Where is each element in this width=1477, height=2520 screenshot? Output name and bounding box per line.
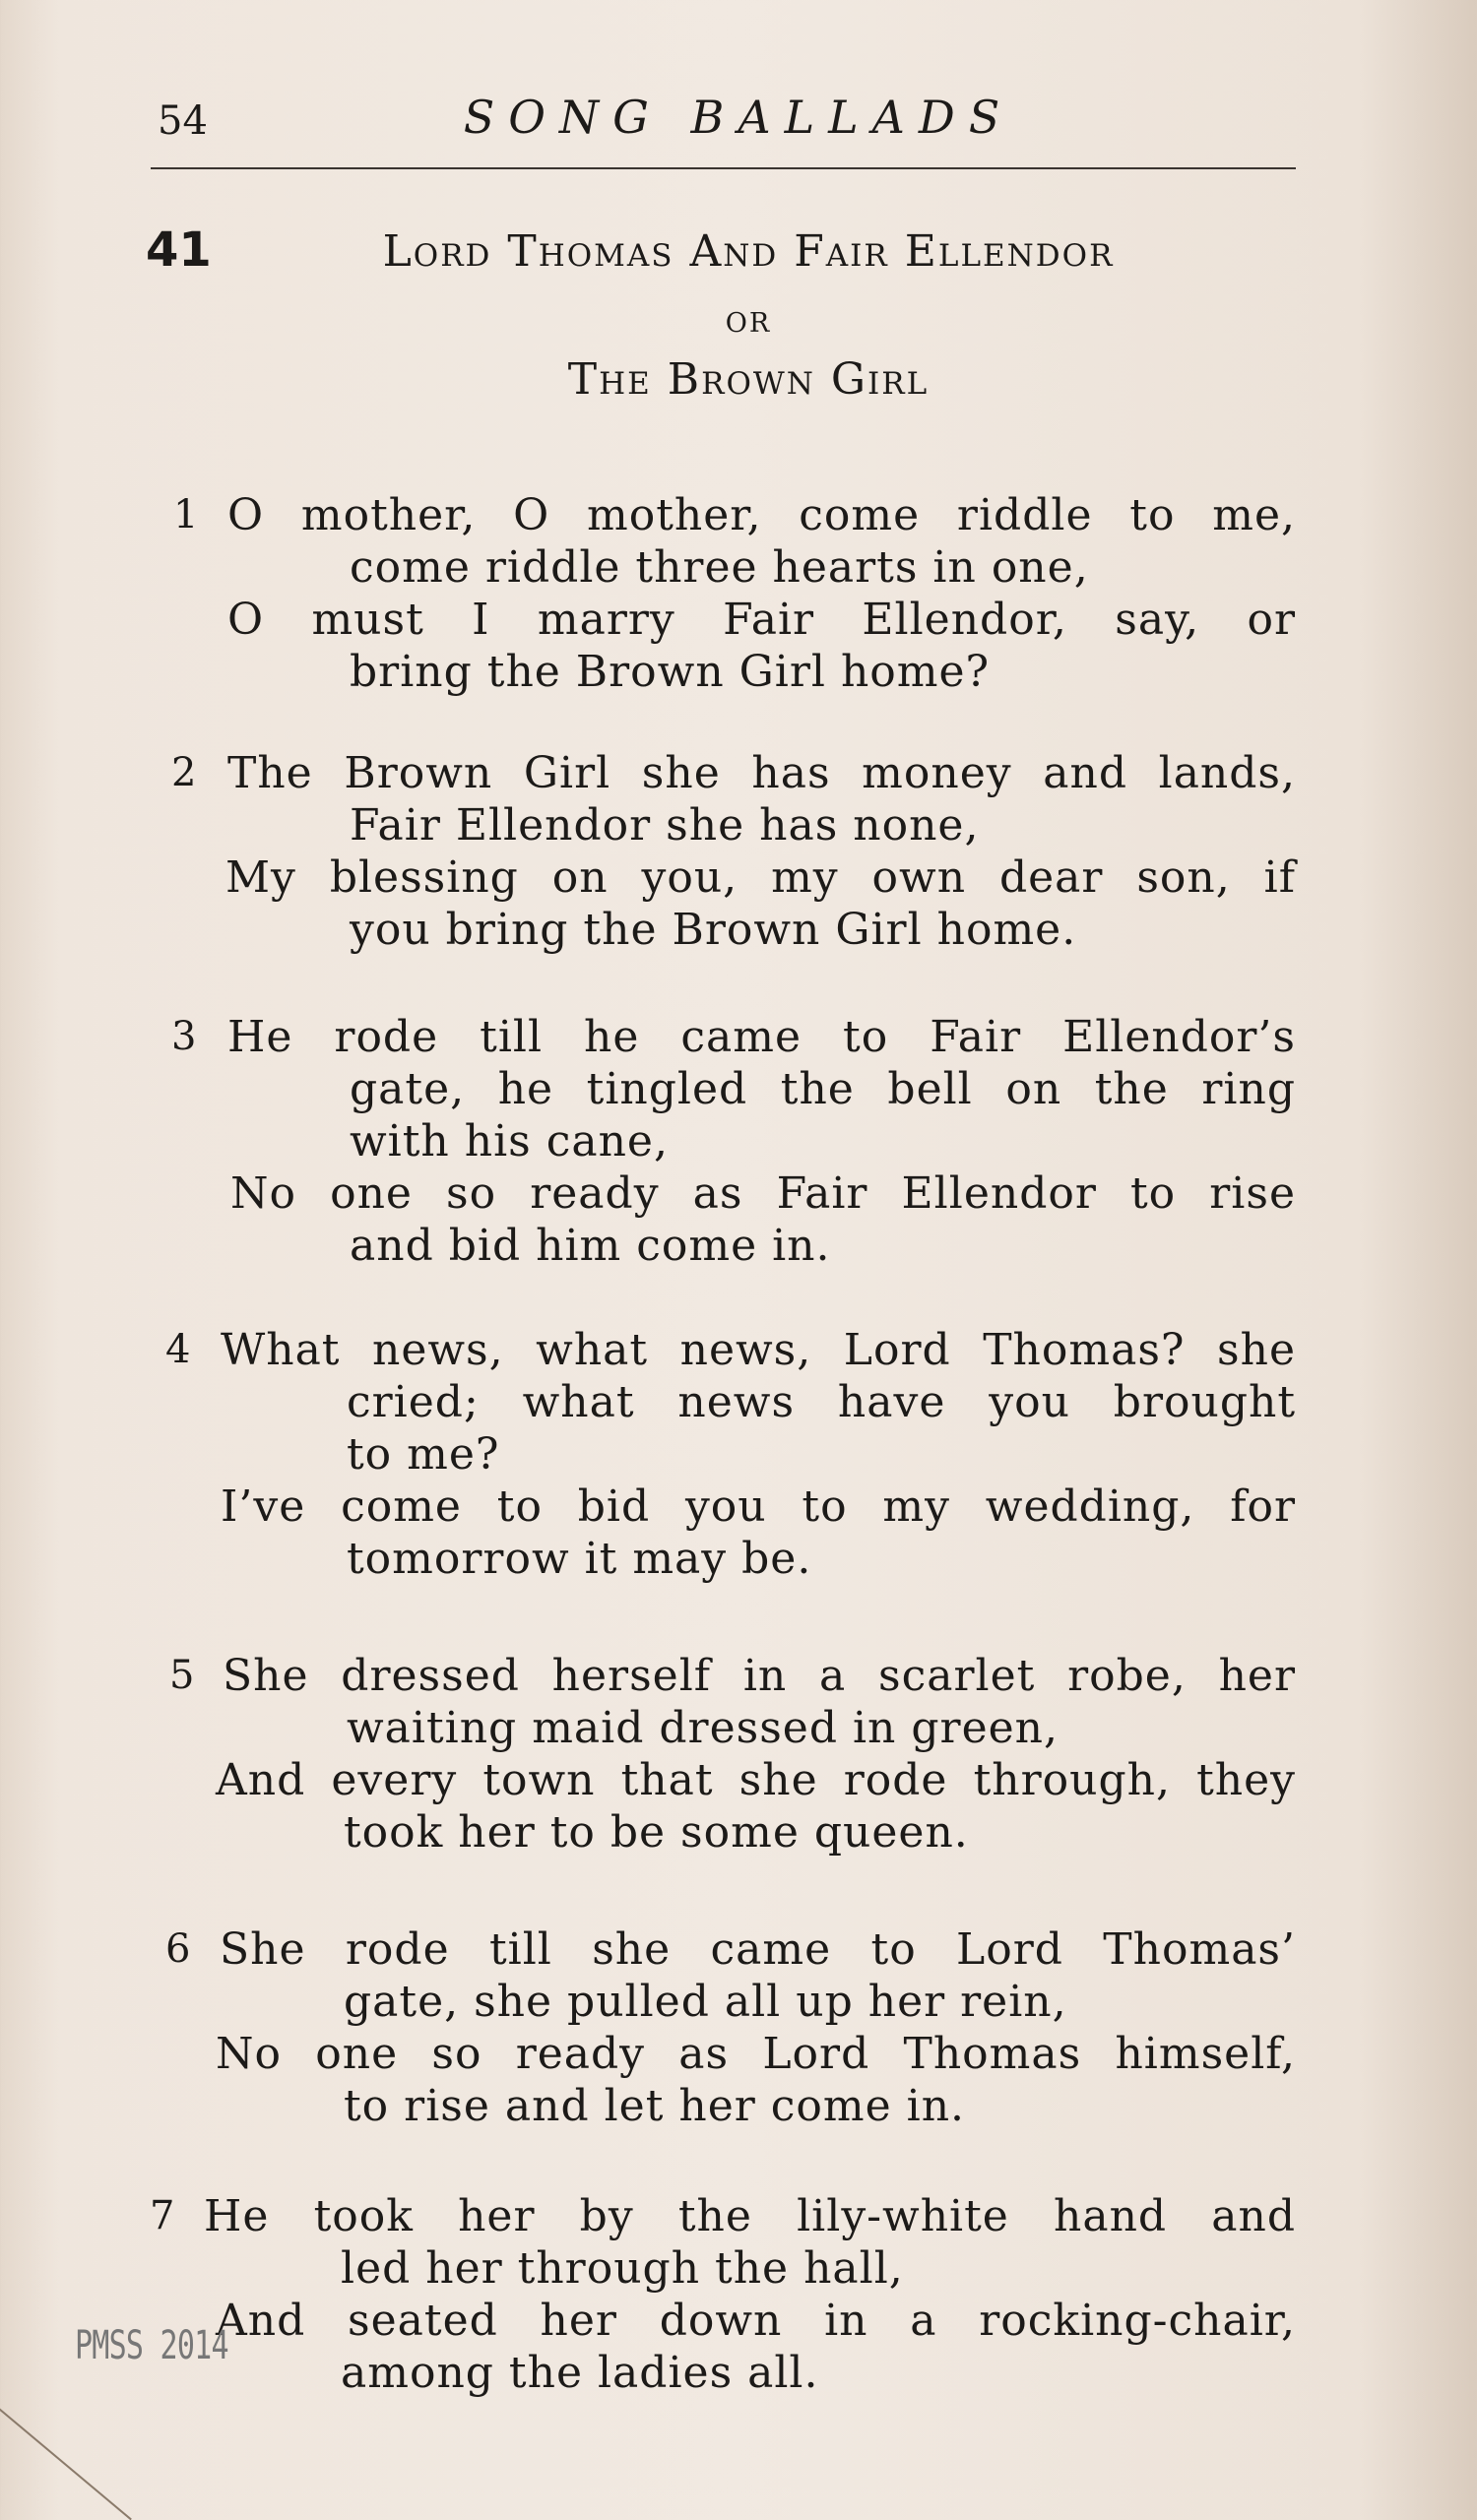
- verse-line: gate, she pulled all up her rein,: [344, 1977, 1067, 2027]
- song-title: Lord Thomas And Fair Ellendor: [382, 226, 1115, 277]
- verse-line: with his cane,: [350, 1116, 669, 1166]
- stanza-number: 5: [169, 1653, 195, 1698]
- verse-line: among the ladies all.: [341, 2348, 819, 2398]
- stanza-number: 7: [150, 2193, 175, 2238]
- verse-line: led her through the hall,: [341, 2243, 904, 2294]
- verse-line: He rode till he came to Fair Ellendor’s: [227, 1012, 1296, 1062]
- stanza-number: 1: [173, 492, 199, 537]
- verse-line: and bid him come in.: [350, 1221, 831, 1271]
- verse-line: My blessing on you, my own dear son, if: [225, 852, 1296, 903]
- verse-line: And seated her down in a rocking-chair,: [216, 2296, 1296, 2346]
- verse-line: gate, he tingled the bell on the ring: [350, 1064, 1296, 1114]
- verse-line: O mother, O mother, come riddle to me,: [227, 490, 1296, 540]
- verse-line: you bring the Brown Girl home.: [350, 905, 1077, 955]
- stanza-number: 2: [171, 750, 197, 795]
- verse-line: No one so ready as Fair Ellendor to rise: [230, 1168, 1296, 1219]
- verse-line: What news, what news, Lord Thomas? she: [221, 1325, 1296, 1375]
- stanza-number: 6: [165, 1926, 191, 1972]
- verse-line: O must I marry Fair Ellendor, say, or: [227, 595, 1296, 645]
- page-number: 54: [158, 98, 208, 144]
- verse-line: The Brown Girl she has money and lands,: [227, 748, 1296, 798]
- verse-line: And every town that she rode through, they: [216, 1755, 1296, 1805]
- verse-line: She rode till she came to Lord Thomas’: [220, 1924, 1296, 1975]
- verse-line: He took her by the lily-white hand and: [204, 2191, 1296, 2241]
- stanza-number: 4: [165, 1327, 191, 1372]
- page-fold-crease: [0, 2392, 132, 2520]
- song-number: 41: [146, 222, 212, 278]
- song-subtitle: The Brown Girl: [567, 354, 930, 405]
- verse-line: I’ve come to bid you to my wedding, for: [221, 1481, 1296, 1532]
- verse-line: She dressed herself in a scarlet robe, her: [223, 1651, 1296, 1701]
- verse-line: cried; what news have you brought: [347, 1377, 1296, 1427]
- verse-line: took her to be some queen.: [344, 1807, 969, 1858]
- verse-line: to me?: [347, 1429, 500, 1480]
- verse-line: bring the Brown Girl home?: [350, 647, 991, 697]
- song-title-or: or: [725, 297, 772, 341]
- verse-line: waiting maid dressed in green,: [347, 1703, 1059, 1753]
- running-title: SONG BALLADS: [463, 91, 1014, 144]
- header-rule: [151, 167, 1296, 169]
- verse-line: Fair Ellendor she has none,: [350, 800, 980, 850]
- verse-line: to rise and let her come in.: [344, 2081, 966, 2131]
- verse-line: tomorrow it may be.: [347, 1534, 812, 1584]
- verse-line: come riddle three hearts in one,: [350, 542, 1089, 593]
- watermark: PMSS 2014: [75, 2323, 228, 2368]
- stanza-number: 3: [171, 1014, 197, 1059]
- verse-line: No one so ready as Lord Thomas himself,: [216, 2029, 1296, 2079]
